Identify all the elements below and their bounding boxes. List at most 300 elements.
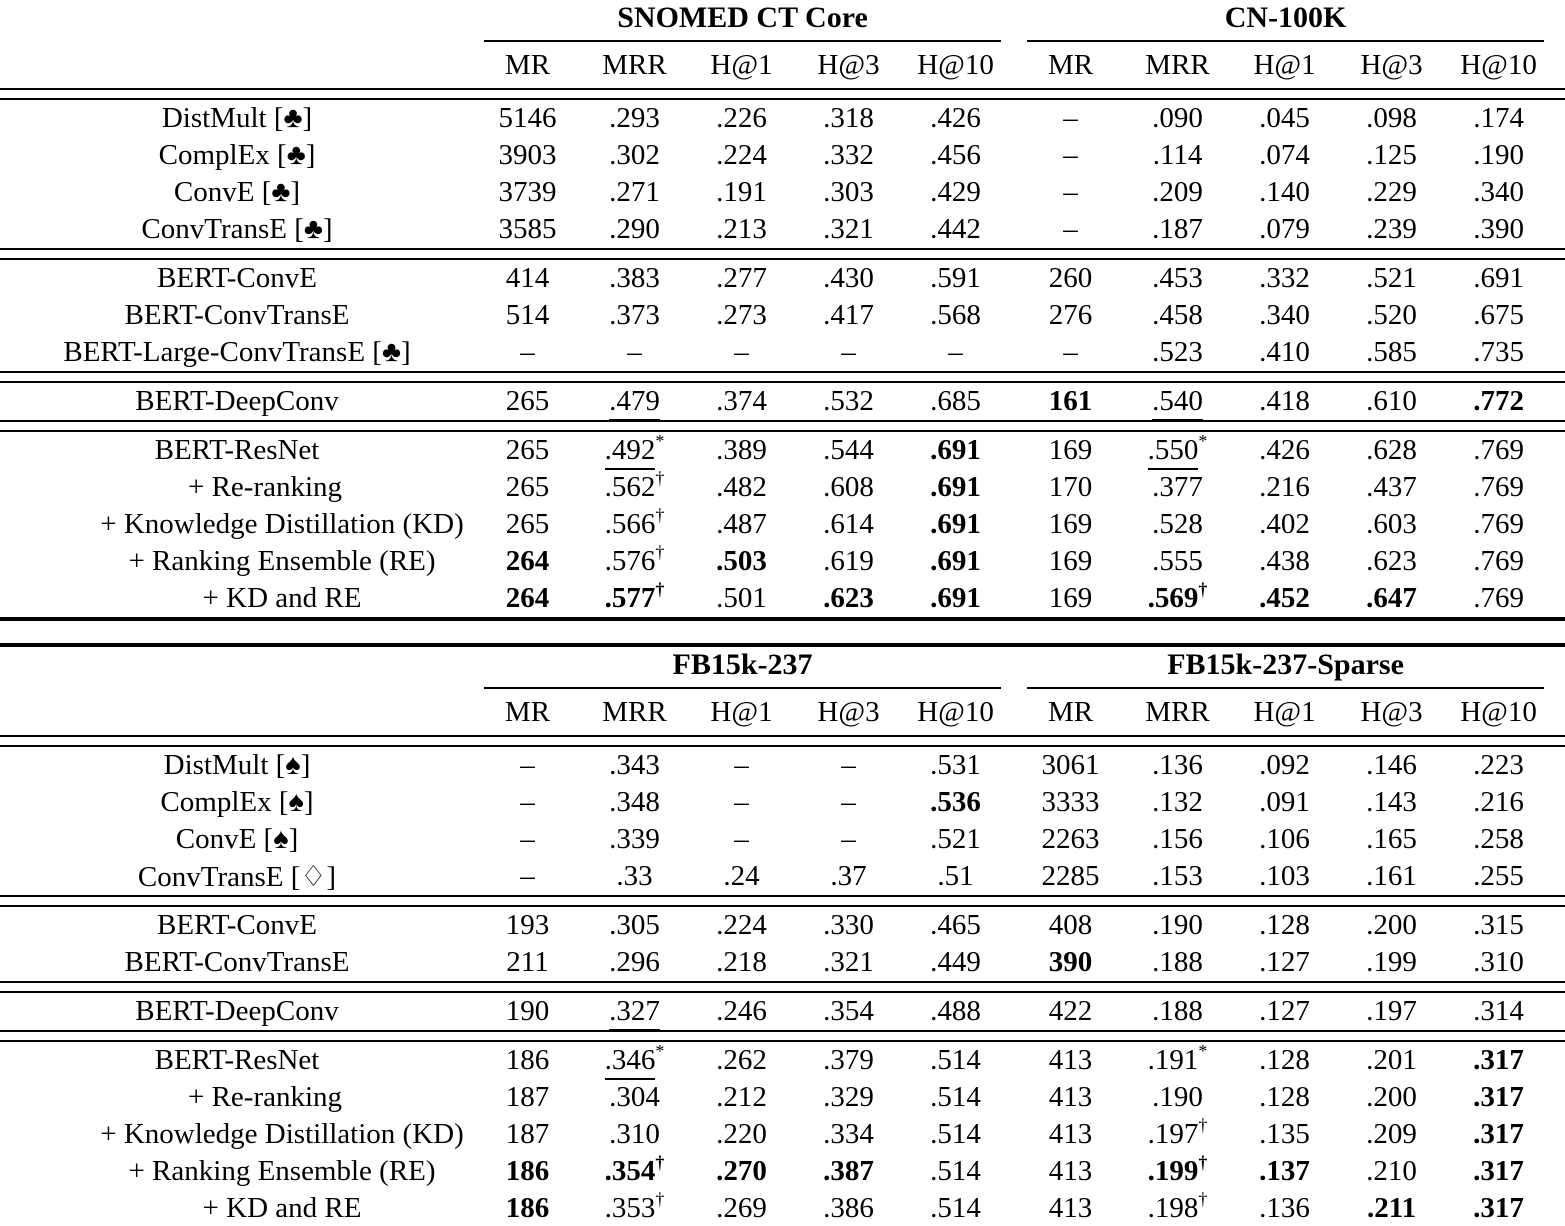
metric-value: .691: [930, 434, 981, 466]
metric-value: .514: [930, 1081, 981, 1113]
metric-header: H@1: [710, 48, 773, 81]
metric-cell: [1231, 99, 1338, 137]
trailing-gap: [1552, 382, 1565, 421]
trailing-gap: [1552, 334, 1565, 372]
metric-cell: [902, 1041, 1009, 1079]
metric-cell: [688, 334, 795, 372]
metric-value: .296: [609, 946, 660, 978]
trailing-gap: [1552, 297, 1565, 334]
metric-cell: [1231, 297, 1338, 334]
metric-cell: [581, 99, 688, 137]
metric-value: 265: [505, 385, 550, 417]
metric-value: .310: [609, 1118, 660, 1150]
trailing-gap: [1552, 174, 1565, 211]
metric-cell: [1017, 431, 1124, 469]
metric-cell: [1445, 211, 1552, 249]
metric-cell: [1231, 1116, 1338, 1153]
metric-cell: [1124, 382, 1231, 421]
metric-cell: [688, 944, 795, 982]
model-row: [0, 431, 1565, 469]
metric-value: 169: [1048, 545, 1093, 577]
metric-value: –: [520, 749, 535, 781]
asterisk-marker: *: [1198, 430, 1208, 451]
metric-value: .199: [1147, 1155, 1199, 1187]
metric-value: .438: [1259, 545, 1310, 577]
metric-cell: [1124, 1116, 1231, 1153]
metric-cell: [1124, 906, 1231, 944]
metric-cell: [474, 858, 581, 896]
metric-value: .343: [609, 749, 660, 781]
metric-header: H@3: [817, 48, 880, 81]
metric-cell: [1231, 431, 1338, 469]
metric-cell: [1231, 784, 1338, 821]
metric-cell: [1231, 543, 1338, 580]
metric-value: –: [841, 786, 856, 818]
metric-cell: [795, 431, 902, 469]
metric-value: .290: [609, 213, 660, 245]
metric-cell: [902, 431, 1009, 469]
metric-value: .318: [823, 102, 874, 134]
metric-cell: [474, 259, 581, 297]
metric-cell: [1017, 1079, 1124, 1116]
metric-cell: [1231, 858, 1338, 896]
metric-value: .577: [604, 582, 656, 614]
metric-value: 169: [1048, 508, 1093, 540]
model-label: BERT-ConvTransE: [124, 299, 350, 331]
metric-value: .340: [1259, 299, 1310, 331]
metric-cell: [1338, 746, 1445, 784]
metric-cell: [902, 992, 1009, 1031]
metric-value: .127: [1259, 995, 1310, 1027]
metric-value: .310: [1473, 946, 1524, 978]
metric-cell: [1231, 992, 1338, 1031]
model-row: [0, 506, 1565, 543]
metric-value: .327: [609, 995, 660, 1031]
section-divider: [0, 896, 1565, 906]
metric-value: .137: [1259, 1155, 1310, 1187]
metric-value: .691: [930, 471, 981, 503]
metric-cell: [795, 506, 902, 543]
metric-cell: [1124, 506, 1231, 543]
metric-cell: [795, 784, 902, 821]
metric-cell: [1445, 382, 1552, 421]
metric-cell: [1231, 580, 1338, 619]
metric-value: .229: [1366, 176, 1417, 208]
metric-value: .127: [1259, 946, 1310, 978]
metric-value: .187: [1152, 213, 1203, 245]
metric-cell: [474, 1041, 581, 1079]
metric-value: .452: [1259, 582, 1310, 614]
metric-cell: [795, 821, 902, 858]
metric-value: .200: [1366, 1081, 1417, 1113]
metric-value: .174: [1473, 102, 1524, 134]
dataset-title: FB15k-237: [484, 648, 1001, 689]
metric-cell: [1445, 784, 1552, 821]
metric-value: –: [734, 786, 749, 818]
metric-cell: [1338, 211, 1445, 249]
metric-cell: [1338, 821, 1445, 858]
metric-cell: [902, 1153, 1009, 1190]
group-gap: [1009, 297, 1017, 334]
group-gap: [1009, 506, 1017, 543]
metric-cell: [1231, 1079, 1338, 1116]
metric-header: MRR: [1145, 695, 1210, 728]
metric-cell: [1124, 174, 1231, 211]
metric-cell: [1338, 1153, 1445, 1190]
metric-value: .610: [1366, 385, 1417, 417]
dataset-header-row: [0, 645, 1565, 689]
metric-value: .346: [605, 1044, 656, 1080]
asterisk-marker: *: [655, 1040, 665, 1061]
metric-value: .531: [930, 749, 981, 781]
metric-cell: [795, 211, 902, 249]
metric-cell: [474, 1190, 581, 1226]
metric-value: .374: [716, 385, 767, 417]
trailing-gap: [1552, 259, 1565, 297]
metric-value: .271: [609, 176, 660, 208]
metric-cell: [688, 431, 795, 469]
metric-cell: [581, 1116, 688, 1153]
section-divider: [0, 982, 1565, 992]
metric-value: 3739: [498, 176, 557, 208]
metric-value: 264: [505, 545, 550, 577]
model-label: + Knowledge Distillation (KD): [100, 508, 464, 540]
metric-value: .623: [1366, 545, 1417, 577]
metric-value: .302: [609, 139, 660, 171]
metric-cell: [581, 906, 688, 944]
metric-value: .212: [716, 1081, 767, 1113]
model-row: [0, 580, 1565, 619]
metric-cell: [581, 746, 688, 784]
metric-cell: [1124, 784, 1231, 821]
model-row: [0, 906, 1565, 944]
metric-cell: [1231, 137, 1338, 174]
metric-cell: [795, 543, 902, 580]
metric-cell: [688, 1041, 795, 1079]
metric-cell: [474, 944, 581, 982]
results-table-bottom-container: [0, 643, 1565, 1226]
trailing-gap: [1552, 746, 1565, 784]
metric-value: .386: [823, 1192, 874, 1224]
metric-cell: [581, 858, 688, 896]
metric-value: 187: [505, 1081, 550, 1113]
dagger-marker: †: [1198, 578, 1208, 599]
metric-value: .128: [1259, 909, 1310, 941]
results-table-bottom: [0, 643, 1565, 1226]
metric-value: .33: [616, 860, 653, 892]
metric-cell: [688, 992, 795, 1031]
metric-cell: [474, 297, 581, 334]
metric-cell: [1231, 906, 1338, 944]
metric-cell: [1338, 506, 1445, 543]
metric-cell: [902, 1190, 1009, 1226]
metric-cell: [1231, 821, 1338, 858]
metric-value: .165: [1366, 823, 1417, 855]
metric-value: .514: [930, 1155, 981, 1187]
metric-cell: [1338, 382, 1445, 421]
metric-cell: [688, 746, 795, 784]
metric-cell: [795, 137, 902, 174]
model-label: BERT-ConvE: [157, 262, 317, 294]
metric-cell: [1445, 1116, 1552, 1153]
metric-cell: [688, 784, 795, 821]
trailing-gap: [1552, 1041, 1565, 1079]
metric-value: .608: [823, 471, 874, 503]
divider-rule: [0, 896, 1565, 906]
metric-value: .161: [1366, 860, 1417, 892]
metric-value: 169: [1048, 582, 1093, 614]
metric-cell: [1338, 431, 1445, 469]
metric-value: .769: [1473, 434, 1524, 466]
metric-cell: [1445, 174, 1552, 211]
metric-header: MRR: [602, 48, 667, 81]
metric-cell: [1017, 858, 1124, 896]
group-gap: [1009, 746, 1017, 784]
metric-value: .303: [823, 176, 874, 208]
metric-cell: [474, 906, 581, 944]
metric-value: 190: [505, 995, 550, 1027]
metric-cell: [1445, 1153, 1552, 1190]
metric-header: H@1: [1253, 48, 1316, 81]
metric-cell: [1124, 297, 1231, 334]
trailing-gap: [1552, 431, 1565, 469]
trailing-gap: [1552, 1190, 1565, 1226]
metric-value: .262: [716, 1044, 767, 1076]
metric-cell: [1017, 469, 1124, 506]
model-row: [0, 543, 1565, 580]
metric-value: .523: [1152, 336, 1203, 368]
metric-value: .769: [1473, 508, 1524, 540]
metric-value: .125: [1366, 139, 1417, 171]
metric-header: H@10: [1460, 48, 1537, 81]
metric-value: .550: [1148, 434, 1199, 470]
dataset-group-header: [1017, 0, 1552, 42]
model-row: [0, 99, 1565, 137]
model-row: [0, 259, 1565, 297]
metric-cell: [688, 1079, 795, 1116]
metric-value: .514: [930, 1118, 981, 1150]
group-gap: [1009, 334, 1017, 372]
metric-cell: [795, 906, 902, 944]
group-gap: [1009, 259, 1017, 297]
metric-value: .769: [1473, 471, 1524, 503]
divider-rule: [0, 421, 1565, 431]
metric-cell: [795, 99, 902, 137]
metric-value: .190: [1473, 139, 1524, 171]
metric-value: .197: [1366, 995, 1417, 1027]
metric-cell: [902, 297, 1009, 334]
model-label: BERT-DeepConv: [135, 995, 339, 1027]
metric-value: 5146: [498, 102, 557, 134]
group-gap: [1009, 1041, 1017, 1079]
trailing-gap: [1552, 469, 1565, 506]
model-row: [0, 1153, 1565, 1190]
metric-value: .269: [716, 1192, 767, 1224]
metric-cell: [795, 1041, 902, 1079]
metric-value: 260: [1048, 262, 1093, 294]
metric-header: MR: [1047, 48, 1094, 81]
metric-value: .402: [1259, 508, 1310, 540]
metric-value: .277: [716, 262, 767, 294]
metric-cell: [1231, 1041, 1338, 1079]
metric-value: .410: [1259, 336, 1310, 368]
dataset-group-header: [474, 0, 1009, 42]
metric-value: –: [841, 823, 856, 855]
metric-value: .456: [930, 139, 981, 171]
metric-cell: [1231, 382, 1338, 421]
dataset-header-row: [0, 0, 1565, 42]
metric-cell: [795, 174, 902, 211]
metric-cell: [902, 382, 1009, 421]
metric-cell: [1445, 1190, 1552, 1226]
metric-value: .377: [1152, 471, 1203, 503]
asterisk-marker: *: [1198, 1040, 1208, 1061]
metric-cell: [474, 543, 581, 580]
metric-cell: [1338, 174, 1445, 211]
metric-cell: [1231, 211, 1338, 249]
metric-cell: [1231, 174, 1338, 211]
metric-cell: [1338, 906, 1445, 944]
metric-value: .479: [609, 385, 660, 421]
metric-cell: [1338, 334, 1445, 372]
dataset-title: SNOMED CT Core: [484, 1, 1001, 42]
metric-cell: [1338, 99, 1445, 137]
metric-cell: [1124, 469, 1231, 506]
metric-cell: [795, 580, 902, 619]
metric-value: .332: [1259, 262, 1310, 294]
metric-value: .315: [1473, 909, 1524, 941]
metric-value: .190: [1152, 909, 1203, 941]
metric-cell: [581, 259, 688, 297]
metric-value: .647: [1366, 582, 1417, 614]
metric-cell: [1338, 1079, 1445, 1116]
model-row: [0, 858, 1565, 896]
trailing-gap: [1552, 506, 1565, 543]
group-gap: [1009, 137, 1017, 174]
metric-value: 265: [505, 508, 550, 540]
metric-header-row: [0, 689, 1565, 736]
metric-value: .691: [930, 508, 981, 540]
dagger-marker: †: [655, 578, 665, 599]
metric-cell: [1338, 543, 1445, 580]
section-divider: [0, 421, 1565, 431]
metric-value: 3585: [498, 213, 557, 245]
metric-cell: [1017, 259, 1124, 297]
metric-cell: [1124, 858, 1231, 896]
metric-value: 390: [1048, 946, 1093, 978]
metric-cell: [1017, 297, 1124, 334]
metric-value: .418: [1259, 385, 1310, 417]
metric-cell: [474, 431, 581, 469]
metric-value: .390: [1473, 213, 1524, 245]
metric-cell: [1445, 99, 1552, 137]
metric-cell: [474, 99, 581, 137]
metric-header: MR: [504, 695, 551, 728]
metric-value: .614: [823, 508, 874, 540]
model-row: [0, 137, 1565, 174]
metric-value: .198: [1147, 1192, 1199, 1224]
trailing-gap: [1552, 543, 1565, 580]
metric-value: .317: [1473, 1081, 1524, 1113]
metric-value: –: [1063, 102, 1078, 134]
metric-cell: [1017, 944, 1124, 982]
metric-cell: [1231, 469, 1338, 506]
metric-header: H@3: [1360, 695, 1423, 728]
metric-value: .191: [1147, 1044, 1199, 1076]
metric-value: –: [520, 336, 535, 368]
metric-value: .305: [609, 909, 660, 941]
metric-header-row: [0, 42, 1565, 89]
metric-cell: [795, 992, 902, 1031]
metric-cell: [1231, 259, 1338, 297]
metric-value: .555: [1152, 545, 1203, 577]
trailing-gap: [1552, 580, 1565, 619]
model-label: BERT-ConvE: [157, 909, 317, 941]
model-label: + KD and RE: [202, 1192, 362, 1224]
trailing-gap: [1552, 99, 1565, 137]
model-label: ConvTransE [♢]: [137, 861, 337, 893]
model-label: + Re-ranking: [187, 1081, 343, 1113]
metric-header: MRR: [1145, 48, 1210, 81]
group-gap: [1009, 469, 1017, 506]
trailing-gap: [1552, 992, 1565, 1031]
model-row: [0, 1079, 1565, 1116]
metric-cell: [581, 382, 688, 421]
dataset-title: FB15k-237-Sparse: [1027, 648, 1544, 689]
metric-cell: [581, 174, 688, 211]
metric-cell: [581, 992, 688, 1031]
metric-cell: [902, 906, 1009, 944]
metric-value: .492: [605, 434, 656, 470]
metric-cell: [474, 334, 581, 372]
metric-value: .045: [1259, 102, 1310, 134]
model-row: [0, 746, 1565, 784]
metric-value: 276: [1048, 299, 1093, 331]
metric-cell: [1017, 821, 1124, 858]
metric-value: 211: [506, 946, 549, 978]
metric-cell: [795, 858, 902, 896]
metric-value: .223: [1473, 749, 1524, 781]
metric-cell: [688, 1190, 795, 1226]
section-divider: [0, 372, 1565, 382]
dagger-marker: †: [655, 1151, 665, 1172]
trailing-gap: [1552, 858, 1565, 896]
metric-value: –: [841, 336, 856, 368]
metric-cell: [1124, 431, 1231, 469]
metric-value: .339: [609, 823, 660, 855]
metric-value: .330: [823, 909, 874, 941]
metric-cell: [581, 506, 688, 543]
divider-rule: [0, 1031, 1565, 1041]
metric-cell: [1124, 580, 1231, 619]
metric-cell: [795, 382, 902, 421]
asterisk-marker: *: [655, 430, 665, 451]
metric-value: 3333: [1041, 786, 1100, 818]
metric-cell: [902, 944, 1009, 982]
metric-value: –: [1063, 139, 1078, 171]
metric-cell: [581, 297, 688, 334]
metric-value: –: [841, 749, 856, 781]
metric-cell: [1124, 1079, 1231, 1116]
metric-value: .156: [1152, 823, 1203, 855]
model-row: [0, 821, 1565, 858]
metric-cell: [474, 1079, 581, 1116]
metric-value: .503: [716, 545, 767, 577]
model-row: [0, 1116, 1565, 1153]
metric-cell: [1124, 944, 1231, 982]
metric-value: .293: [609, 102, 660, 134]
metric-value: .619: [823, 545, 874, 577]
